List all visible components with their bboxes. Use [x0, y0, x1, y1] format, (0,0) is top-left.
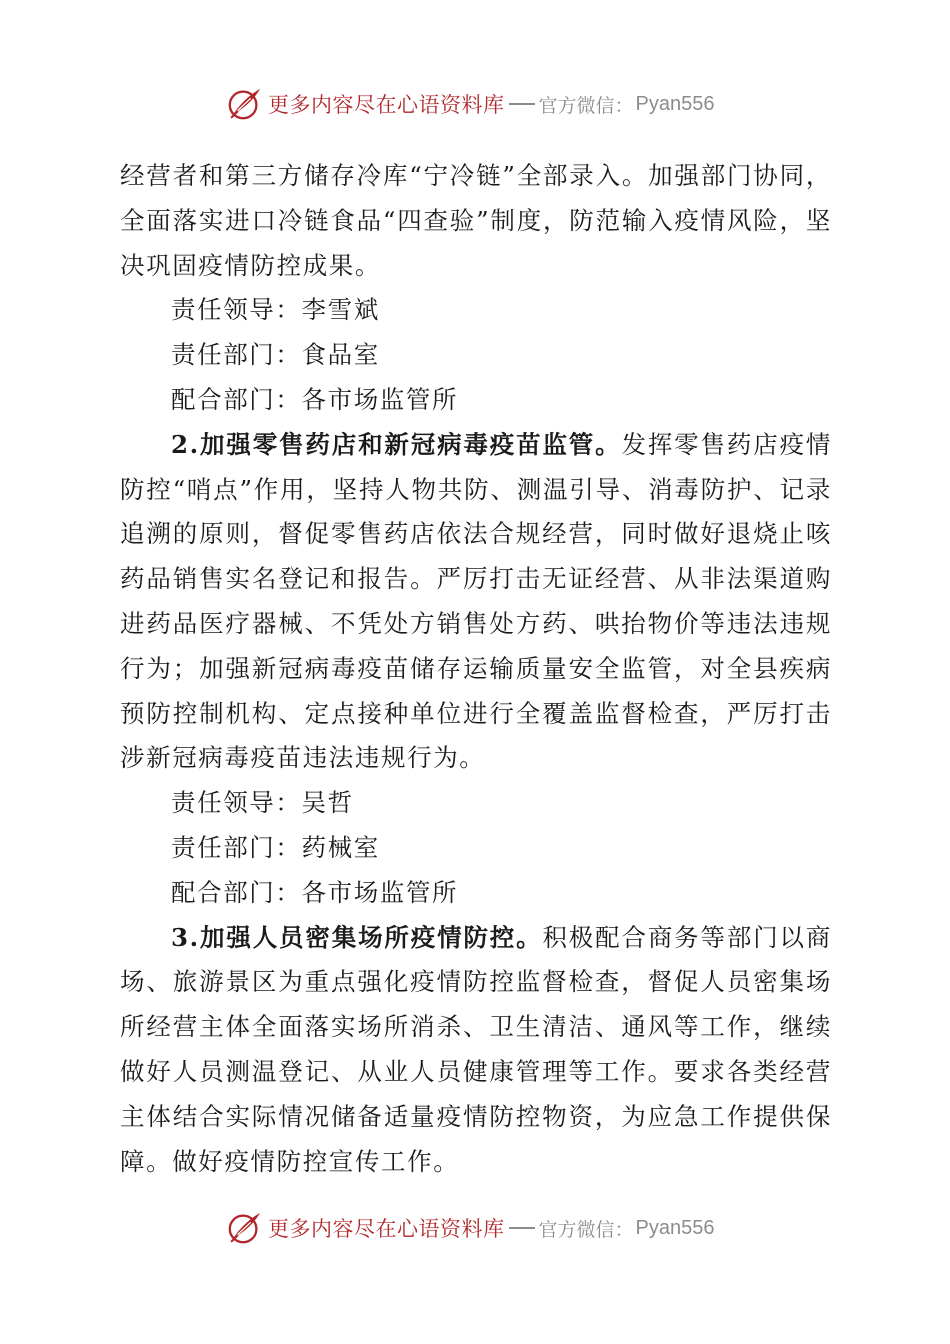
intro-paragraph: 经营者和第三方储存冷库“宁冷链”全部录入。加强部门协同，全面落实进口冷链食品“四查验”制度，防范输入疫情风险，坚决巩固疫情防控成果。 — [120, 161, 832, 280]
section2-body: 发挥零售药店疫情防控“哨点”作用，坚持人物共防、测温引导、消毒防护、记录追溯的原则，督促零售药店依法合规经营，同时做好退烧止咳药品销售实名登记和报告。严厉打击无证经营、从非法渠道购进药品医疗器械、不凭处方销售处方药、哄抬物价等违法违规行为；加强新冠病毒疫苗储存运输质量安全监管，对全县疾病预防控制机构、定点接种单位进行全覆盖监督检查，严厉打击涉新冠病毒疫苗违法违规行为。 — [120, 429, 832, 773]
section3-body: 积极配合商务等部门以商场、旅游景区为重点强化疫情防控监督检查，督促人员密集场所经营主体全面落实场所消杀、卫生清洁、通风等工作，继续做好人员测温登记、从业人员健康管理等工作。要求各类经营主体结合实际情况储备适量疫情防控物资，为应急工作提供保障。做好疫情防控宣传工作。 — [120, 922, 832, 1176]
section2-heading: 2.加强零售药店和新冠病毒疫苗监管。 — [171, 429, 622, 459]
watermark-wechat-label: 官方微信： — [538, 94, 634, 117]
section2-department: 责任部门：药械室 — [171, 832, 380, 862]
footer-watermark-site-text: 更多内容尽在心语资料库 — [268, 1217, 505, 1241]
quill-logo-icon — [226, 85, 264, 123]
document-body — [120, 154, 832, 1184]
section1-leader: 责任领导：李雪斌 — [171, 295, 380, 325]
section3-heading: 3.加强人员密集场所疫情防控。 — [171, 922, 543, 952]
watermark-dash — [509, 103, 535, 105]
header-watermark-banner — [226, 84, 714, 124]
footer-watermark-wechat-id: Pyan556 — [635, 1216, 715, 1239]
section2-cooperating: 配合部门：各市场监管所 — [171, 877, 459, 907]
footer-watermark-banner — [226, 1208, 714, 1248]
footer-watermark-dash — [509, 1227, 535, 1229]
watermark-site-text: 更多内容尽在心语资料库 — [268, 93, 505, 117]
section2-paragraph — [120, 423, 832, 781]
quill-logo-icon — [226, 1209, 264, 1247]
section2-leader: 责任领导：吴哲 — [171, 788, 354, 818]
section1-cooperating: 配合部门：各市场监管所 — [171, 384, 459, 414]
footer-watermark-wechat-label: 官方微信： — [538, 1218, 634, 1241]
watermark-wechat-id: Pyan556 — [635, 92, 715, 115]
section3-paragraph — [120, 916, 832, 1185]
section1-department: 责任部门：食品室 — [171, 340, 380, 370]
